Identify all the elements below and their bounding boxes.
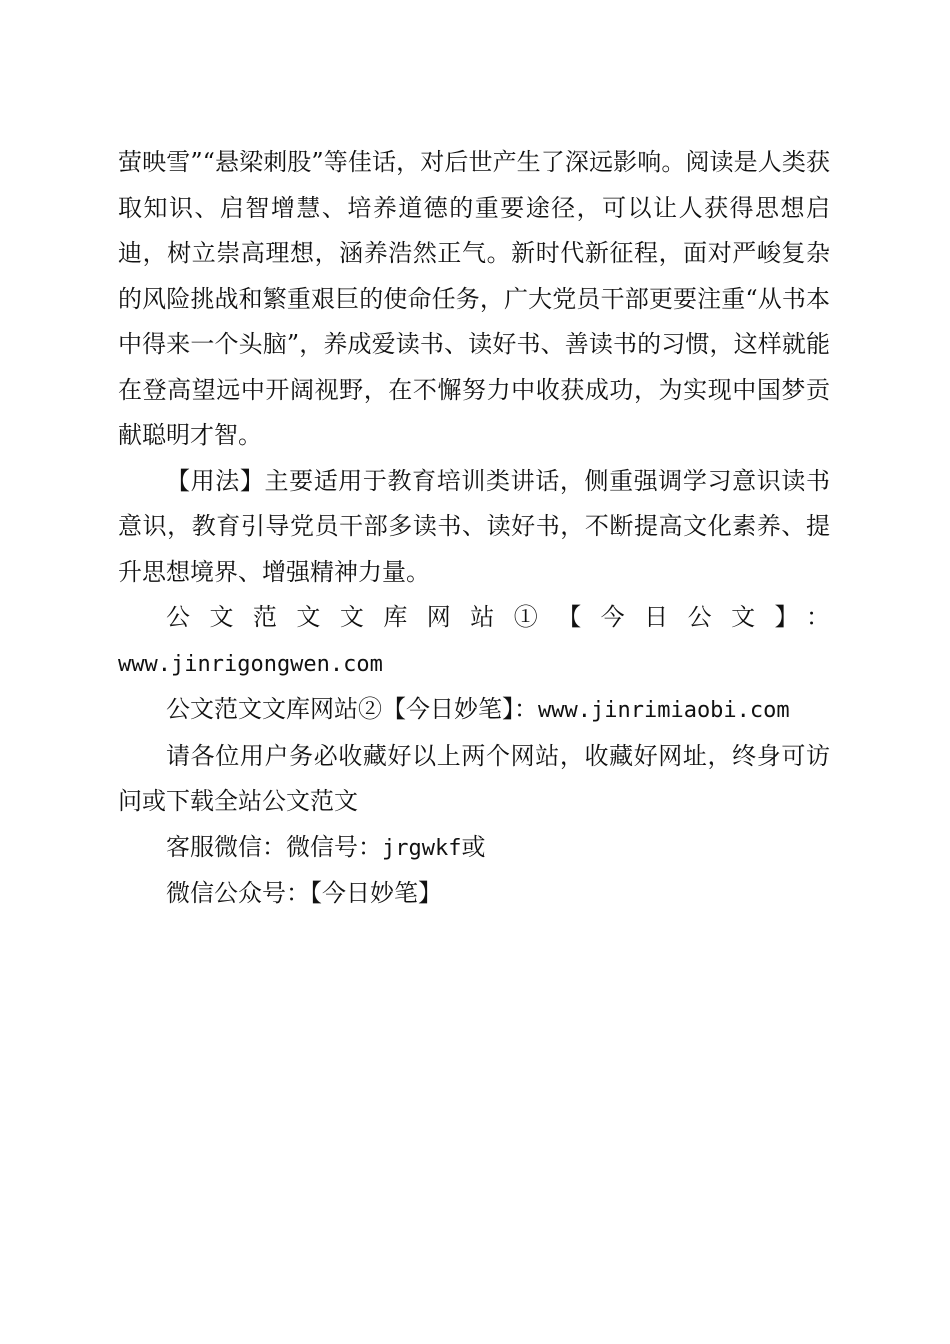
service-wechat-id: jrgwkf <box>382 835 462 861</box>
usage-paragraph: 【用法】主要适用于教育培训类讲话，侧重强调学习意识读书意识，教育引导党员干部多读书、读好书，不断提高文化素养、提升思想境界、增强精神力量。 <box>118 466 830 586</box>
site2-label: 公文范文文库网站②【今日妙笔】： <box>166 695 538 723</box>
wechat-official-line: 微信公众号：【今日妙笔】 <box>166 879 442 907</box>
site2-url: www.jinrimiaobi.com <box>538 698 790 723</box>
site1-url-line <box>118 641 830 688</box>
notice-paragraph: 请各位用户务必收藏好以上两个网站，收藏好网址，终身可访问或下载全站公文范文 <box>118 741 830 815</box>
service-line <box>118 825 830 872</box>
service-label: 客服微信：微信号： <box>166 832 382 861</box>
site1-label: 公文范文文库网站①【今日公文】： <box>166 603 830 631</box>
document-body <box>118 140 830 917</box>
service-or: 或 <box>461 832 486 861</box>
site1-line <box>118 595 830 641</box>
body-paragraph: 萤映雪”“悬梁刺股”等佳话，对后世产生了深远影响。阅读是人类获取知识、启智增慧、培养道德的重要途径，可以让人获得思想启迪，树立崇高理想，涵养浩然正气。新时代新征程，面对严峻复杂的风险挑战和繁重艰巨的使命任务，广大党员干部更要注重“从书本中得来一个头脑”，养成爱读书、读好书、善读书的习惯，这样就能在登高望远中开阔视野，在不懈努力中收获成功，为实现中国梦贡献聪明才智。 <box>118 148 830 449</box>
site1-url: www.jinrigongwen.com <box>118 651 383 677</box>
site2-line <box>118 687 830 734</box>
